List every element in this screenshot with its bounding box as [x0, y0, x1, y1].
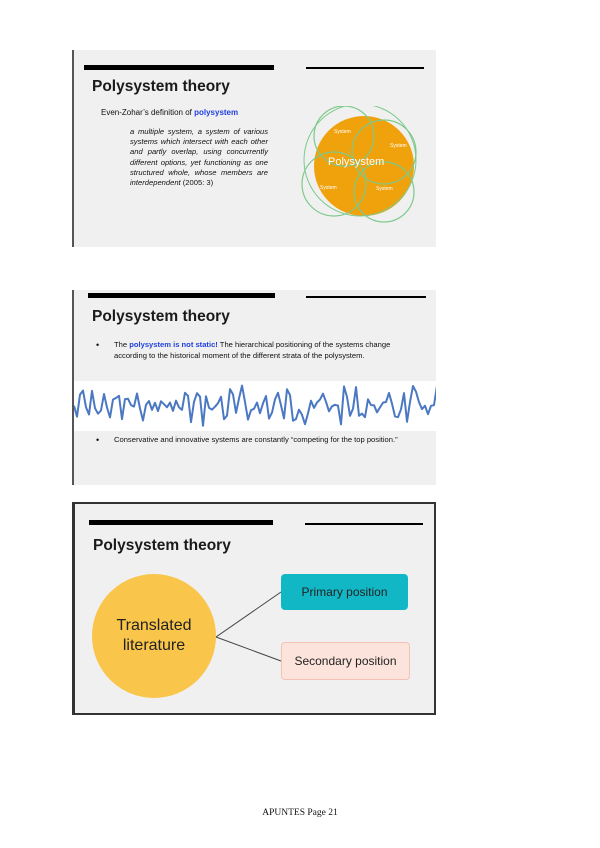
slide-title: Polysystem theory: [93, 537, 231, 554]
definition-quote: [130, 127, 268, 188]
bullet-dot: •: [96, 435, 100, 445]
circle-label: [117, 616, 192, 656]
bullet-text: [96, 340, 418, 362]
signal-wave: [74, 381, 436, 431]
wave-line: [74, 386, 436, 426]
connector-secondary: [216, 637, 281, 661]
circle-label-line2: literature: [122, 637, 186, 654]
divider-line: [306, 296, 426, 298]
slide-polysystem-definition: [72, 50, 436, 247]
slide-title: Polysystem theory: [92, 308, 230, 325]
bullet-highlight: polysystem is not static!: [129, 340, 218, 349]
definition-subtitle: [101, 108, 238, 117]
title-bar: [84, 65, 274, 70]
subtitle-highlight: polysystem: [194, 108, 239, 117]
bullet-text: Conservative and innovative systems are constantly “competing for the top position.”: [114, 435, 398, 444]
page-footer: APUNTES Page 21: [262, 808, 338, 818]
slide-translated-literature: [72, 502, 436, 715]
polysystem-venn-diagram: [300, 106, 428, 230]
subtitle-text: Even-Zohar’s definition of: [101, 108, 195, 117]
bullet-competing: [96, 435, 418, 446]
venn-center-label: Polysystem: [328, 156, 385, 168]
bullet-pre: The: [114, 340, 130, 349]
bullet-not-static: [96, 340, 418, 362]
translated-literature-circle: [92, 574, 216, 698]
slide-title: Polysystem theory: [92, 78, 230, 95]
slide-polysystem-dynamics: [72, 290, 436, 485]
quote-text: a multiple system, a system of various systems which intersect with each other and partly overlap, using concurrently different options, yet functioning as one structured whole, whose members are interdependent: [130, 127, 268, 188]
bullet-post: The hierarchical positioning of the systems change according to the historical moment of the different strata of the polysystem.: [114, 340, 391, 360]
divider-line: [306, 67, 424, 69]
title-bar: [88, 293, 275, 298]
primary-position-box: Primary position: [281, 574, 408, 610]
quote-citation: (2005: 3): [180, 178, 214, 188]
circle-label-line1: Translated: [116, 617, 192, 634]
bullet-dot: •: [96, 340, 100, 350]
venn-system-label-4: System: [376, 186, 393, 192]
venn-system-label-1: System: [334, 129, 351, 135]
connector-primary: [216, 592, 281, 637]
venn-system-label-3: System: [320, 185, 337, 191]
wave-strip: [74, 381, 436, 431]
venn-system-label-2: System: [390, 143, 407, 149]
secondary-position-box: Secondary position: [281, 642, 410, 680]
